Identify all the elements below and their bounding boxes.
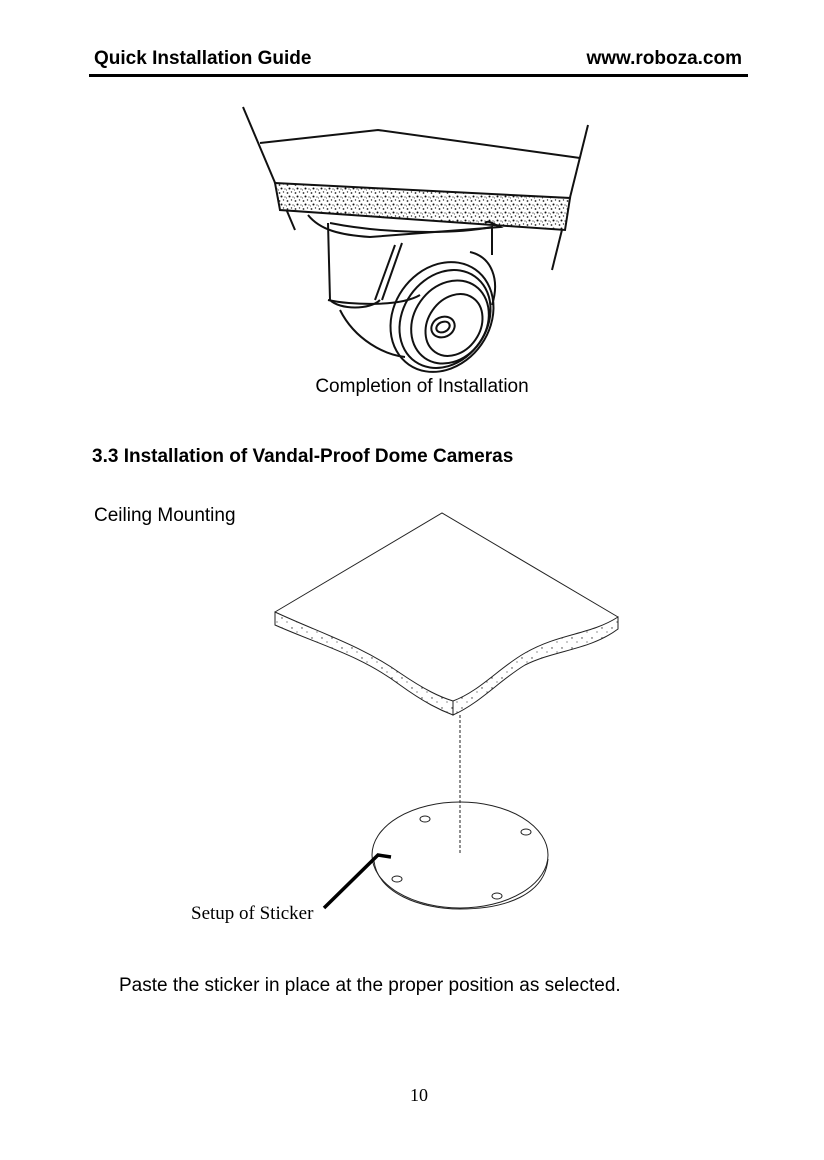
- section-title: 3.3 Installation of Vandal-Proof Dome Cameras: [92, 446, 514, 467]
- header-divider: [89, 74, 748, 77]
- figure-caption-completion: Completion of Installation: [315, 376, 529, 397]
- subheading-ceiling-mounting: Ceiling Mounting: [94, 505, 236, 526]
- sticker-label: Setup of Sticker: [191, 903, 314, 924]
- dome-camera-installed-illustration: [230, 95, 610, 380]
- instruction-paragraph: Paste the sticker in place at the proper position as selected.: [119, 975, 621, 996]
- header-website: www.roboza.com: [586, 48, 742, 69]
- header-title: Quick Installation Guide: [94, 48, 312, 69]
- page-number: 10: [410, 1085, 428, 1105]
- ceiling-sticker-illustration: [260, 505, 630, 925]
